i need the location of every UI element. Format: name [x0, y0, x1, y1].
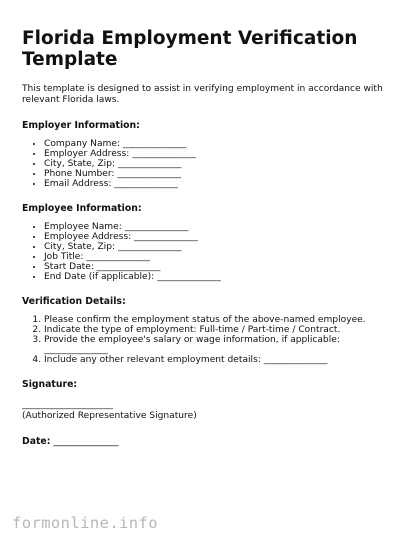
- employee-job-title: • Job Title: ______________: [44, 252, 402, 262]
- signature-heading: Signature:: [22, 379, 78, 390]
- employer-address: • Employer Address: ______________: [44, 149, 402, 159]
- document-page: [22, 28, 402, 447]
- verification-item-salary: 3. Provide the employee's salary or wage information, if applicable: ______________: [44, 335, 402, 355]
- verification-item-status: 1. Please confirm the employment status of the above-named employee.: [44, 315, 402, 325]
- employer-heading: Employer Information:: [22, 120, 140, 131]
- document-title: Florida Employment Verification Template: [22, 28, 358, 70]
- employer-company-name: • Company Name: ______________: [44, 139, 402, 149]
- watermark: formonline.info: [12, 514, 158, 532]
- employer-phone-number: • Phone Number: ______________: [44, 169, 402, 179]
- signature-line: ____________________: [22, 400, 113, 410]
- verification-item-other: 4. Include any other relevant employment details: ______________: [44, 355, 402, 365]
- employer-city-state-zip: • City, State, Zip: ______________: [44, 159, 402, 169]
- verification-item-type: 2. Indicate the type of employment: Full-time / Part-time / Contract.: [44, 325, 402, 335]
- verification-heading: Verification Details:: [22, 296, 126, 307]
- employee-heading: Employee Information:: [22, 203, 142, 214]
- employee-start-date: • Start Date: ______________: [44, 262, 402, 272]
- employee-list: [22, 222, 402, 282]
- employee-end-date: • End Date (if applicable): ______________: [44, 272, 402, 282]
- employee-city-state-zip: • City, State, Zip: ______________: [44, 242, 402, 252]
- intro-paragraph: This template is designed to assist in verifying employment in accordance with relevant Florida laws.: [22, 84, 383, 105]
- date-line: ______________: [53, 436, 119, 447]
- employee-address: • Employee Address: ______________: [44, 232, 402, 242]
- employer-list: [22, 139, 402, 189]
- date-label: Date:: [22, 436, 51, 447]
- employer-email-address: • Email Address: ______________: [44, 179, 402, 189]
- signature-caption: (Authorized Representative Signature): [22, 411, 197, 421]
- verification-list: [22, 315, 402, 365]
- employee-name: • Employee Name: ______________: [44, 222, 402, 232]
- date-row: [22, 436, 402, 447]
